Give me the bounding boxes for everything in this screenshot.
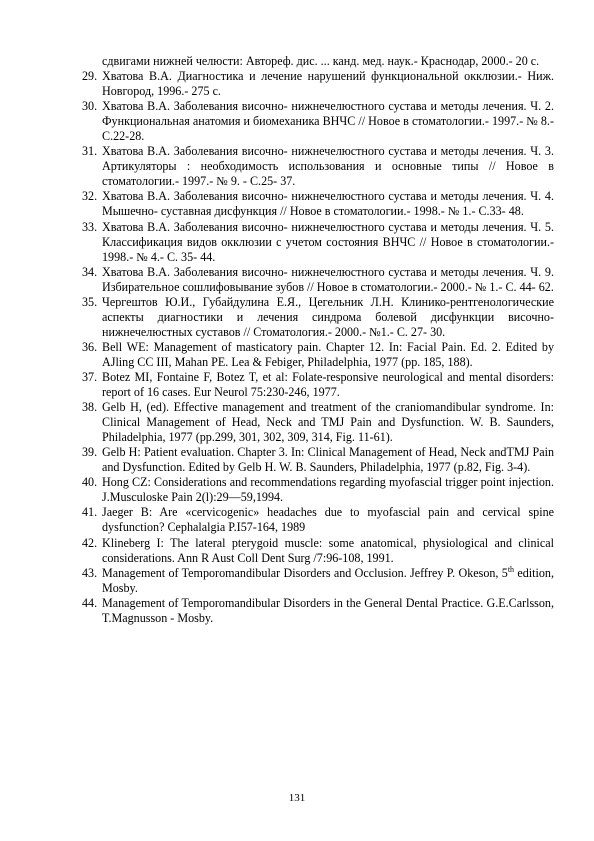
- reference-item: [82, 69, 554, 99]
- reference-item: [82, 566, 554, 596]
- superscript: th: [507, 564, 515, 574]
- reference-item: [82, 340, 554, 370]
- reference-text: Хватова В.А. Диагностика и лечение нарушений функциональной окклюзии.- Ниж. Новгород, 1996.- 275 с.: [102, 69, 554, 99]
- reference-item: [82, 445, 554, 475]
- reference-text: Botez MI, Fontaine F, Botez T, et al: Folate-responsive neurological and mental disorders: report of 16 cases. Eur Neurol 75:230-246, 1977.: [102, 369, 554, 400]
- reference-item: [82, 475, 554, 505]
- reference-text: Management of Temporomandibular Disorders and Occlusion. Jeffrey P. Okeson, 5: [102, 565, 508, 580]
- reference-text: Jaeger B: Are «cervicogenic» headaches due to myofascial pain and cervical spine dysfunction? Cephalalgia P.I57-164, 1989: [102, 505, 554, 535]
- reference-text: Хватова В.А. Заболевания височно- нижнечелюстного сустава и методы лечения. Ч. 5. Классификация видов окклюзии с учетом состояния ВНЧС // Новое в стоматологии.- 1998.- № 4.- С. 35- 44.: [102, 219, 554, 264]
- reference-number: 44.: [82, 595, 98, 610]
- reference-number: 42.: [82, 535, 98, 550]
- reference-list: [82, 54, 554, 626]
- reference-item: [82, 144, 554, 189]
- reference-text: Хватова В.А. Заболевания височно- нижнечелюстного сустава и методы лечения. Ч. 4. Мышечно- суставная дисфункция // Новое в стоматологии.- 1998.- № 1.- С.33- 48.: [102, 189, 554, 219]
- reference-text: сдвигами нижней челюсти: Автореф. дис. ... канд. мед. наук.- Краснодар, 2000.- 20 с.: [102, 54, 540, 68]
- reference-number: 33.: [82, 219, 98, 234]
- reference-number: 36.: [82, 339, 98, 354]
- reference-number: 32.: [82, 189, 98, 204]
- reference-number: 29.: [82, 69, 98, 84]
- reference-text: Klineberg I: The lateral pterygoid muscle: some anatomical, physiological and clinical considerations. Ann R Aust Coll Dent Surg /7:96-108, 1991.: [102, 535, 554, 565]
- reference-text: Bell WE: Management of masticatory pain. Chapter 12. In: Facial Pain. Ed. 2. Edited by AJling CC III, Mahan PE. Lea & Febiger, Philadelphia, 1977 (pp. 185, 188).: [102, 339, 554, 369]
- reference-text: Хватова В.А. Заболевания височно- нижнечелюстного сустава и методы лечения. Ч. 3. Артикуляторы : необходимость использования и основные типы // Новое в стоматологии.- 1997.- № 9. - С.25- 37.: [102, 144, 554, 189]
- reference-item: [82, 99, 554, 144]
- reference-number: 31.: [82, 144, 98, 159]
- reference-text: Чергештов Ю.И., Губайдулина Е.Я., Цегельник Л.Н. Клинико-рентгенологические аспекты диагностики и лечения синдрома болевой дисфункции височно- нижнечелюстных суставов // Стоматология.- 2000.- №1.- С. 27- 30.: [102, 294, 554, 339]
- reference-text: Management of Temporomandibular Disorders in the General Dental Practice. G.E.Carlsson, T.Magnusson - Mosby.: [102, 595, 554, 625]
- reference-item: [82, 54, 554, 69]
- reference-item: [82, 505, 554, 535]
- reference-number: 34.: [82, 264, 98, 279]
- page-number: 131: [288, 792, 306, 804]
- reference-text: Gelb H, (ed). Effective management and treatment of the craniomandibular syndrome. In: Clinical Management of Head, Neck and TMJ Pain and Dysfunction. W. B. Saunders, Philadelphia, 1977 (pp.299, 301, 302, 309, 314, Fig. 11-61).: [102, 400, 554, 445]
- reference-item: [82, 189, 554, 219]
- reference-number: 38.: [82, 400, 98, 415]
- reference-item: [82, 596, 554, 626]
- reference-item: [82, 370, 554, 400]
- reference-text: Gelb H: Patient evaluation. Chapter 3. In: Clinical Management of Head, Neck andTMJ Pain and Dysfunction. Edited by Gelb H. W. B. Saunders, Philadelphia, 1977 (p.82, Fig. 3-4).: [102, 445, 554, 475]
- reference-text: Hong CZ: Considerations and recommendations regarding myofascial trigger point injection. J.Musculoske Pain 2(l):29—59,1994.: [102, 475, 554, 505]
- reference-number: 40.: [82, 475, 98, 490]
- reference-number: 39.: [82, 445, 98, 460]
- reference-item: [82, 536, 554, 566]
- reference-number: 35.: [82, 294, 98, 309]
- reference-item: [82, 295, 554, 340]
- reference-number: 43.: [82, 565, 98, 580]
- reference-item: [82, 400, 554, 445]
- reference-number: 41.: [82, 505, 98, 520]
- reference-text: Хватова В.А. Заболевания височно- нижнечелюстного сустава и методы лечения. Ч. 2. Функциональная анатомия и биомеханика ВНЧС // Новое в стоматологии.- 1997.- № 8.- С.22-28.: [102, 99, 554, 144]
- reference-text-after: edition, Mosby.: [102, 565, 554, 595]
- reference-number: 30.: [82, 99, 98, 114]
- reference-text: Хватова В.А. Заболевания височно- нижнечелюстного сустава и методы лечения. Ч. 9. Избирательное сошлифовывание зубов // Новое в стоматологии.- 2000.- № 1.- С. 44- 62.: [102, 264, 554, 294]
- reference-item: [82, 220, 554, 265]
- reference-item: [82, 265, 554, 295]
- reference-number: 37.: [82, 369, 98, 384]
